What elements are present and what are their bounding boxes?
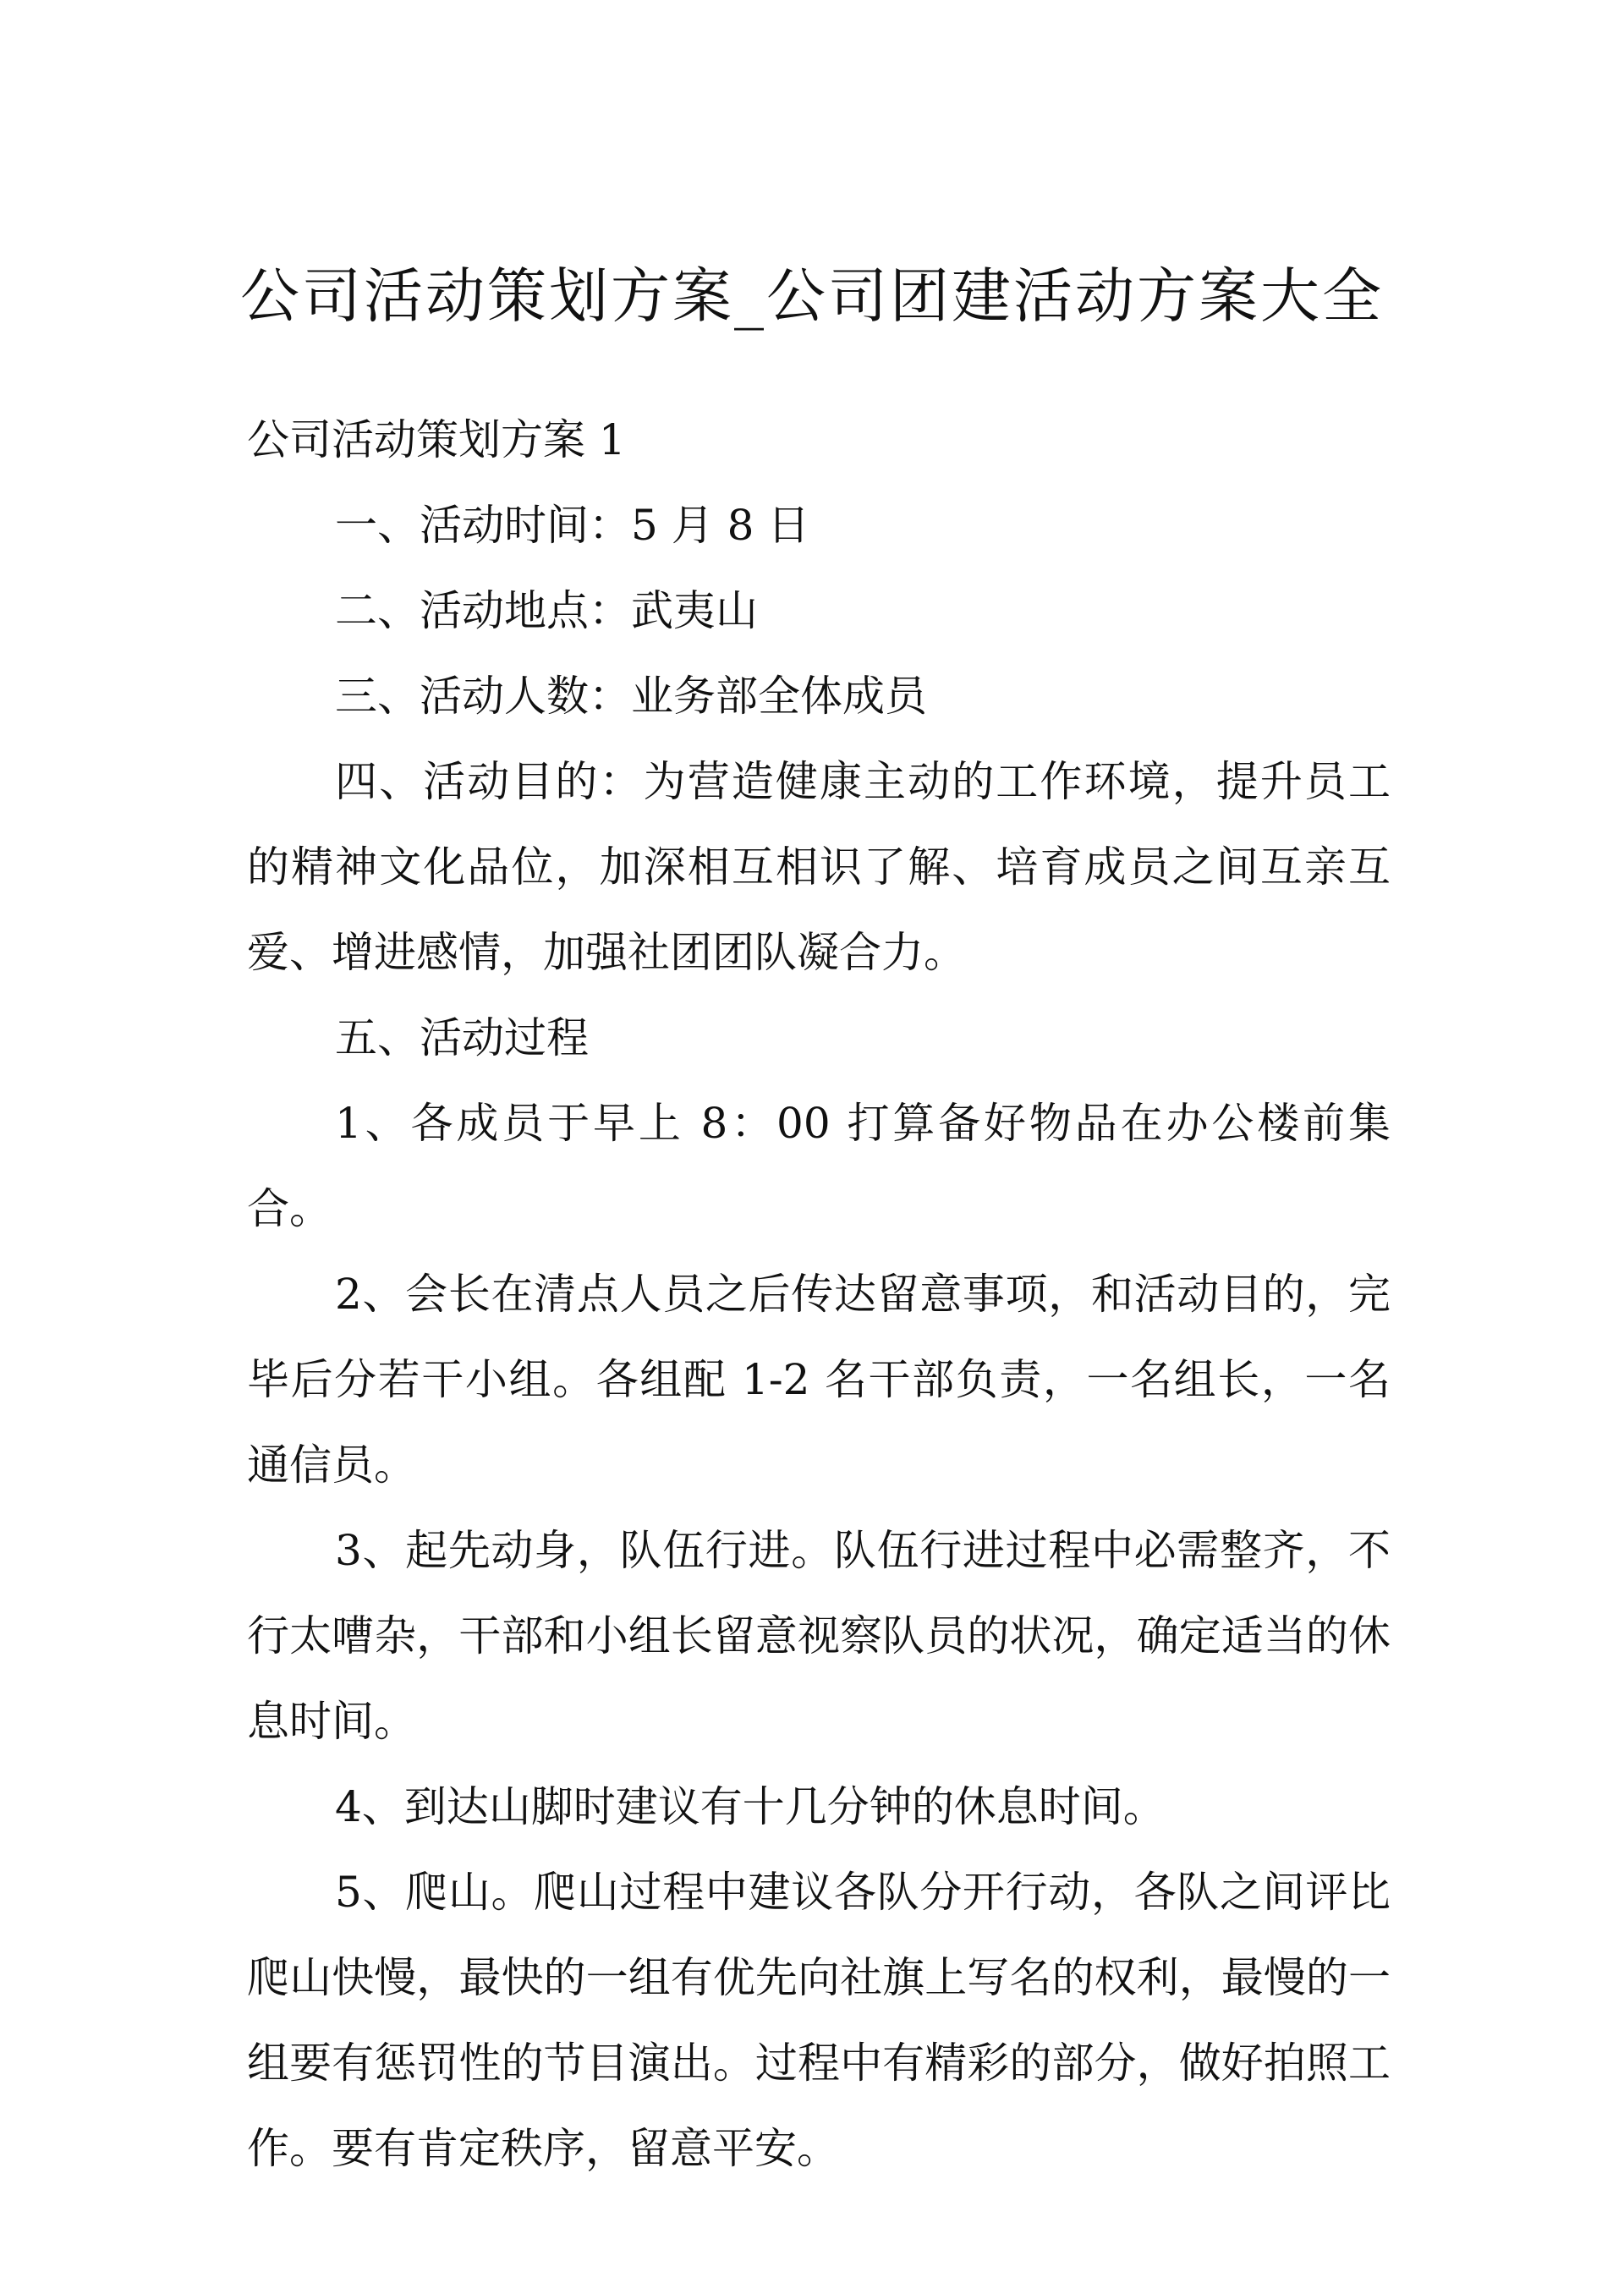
- paragraph-step-3: 3、起先动身，队伍行进。队伍行进过程中必需整齐，不行太嘈杂，干部和小组长留意视察队员的状况，确定适当的休息时间。: [247, 1526, 1391, 1746]
- document-body: [247, 398, 1391, 2192]
- paragraph-step-4: 4、到达山脚时建议有十几分钟的休息时间。: [335, 1782, 1166, 1831]
- paragraph-activity-time: 一、活动时间：5 月 8 日: [335, 501, 810, 550]
- paragraph-step-2: 2、会长在清点人员之后传达留意事项，和活动目的，完毕后分若干小组。各组配 1-2 名干部负责，一名组长，一名通信员。: [247, 1270, 1391, 1490]
- paragraph-step-5: 5、爬山。爬山过程中建议各队分开行动，各队之间评比爬山快慢，最快的一组有优先向社旗上写名的权利，最慢的一组要有惩罚性的节目演出。过程中有精彩的部分，做好拍照工作。要有肯定秩序，留意平安。: [247, 1868, 1391, 2173]
- paragraph-activity-process: 五、活动过程: [335, 1013, 589, 1062]
- paragraph-activity-participants: 三、活动人数：业务部全体成员: [335, 672, 927, 721]
- section-heading: 公司活动策划方案 1: [247, 415, 626, 464]
- paragraph-step-1: 1、各成员于早上 8：00 打算备好物品在办公楼前集合。: [247, 1099, 1391, 1233]
- paragraph-activity-location: 二、活动地点：武夷山: [335, 586, 758, 635]
- paragraph-activity-purpose: 四、活动目的：为营造健康主动的工作环境，提升员工的精神文化品位，加深相互相识了解、培育成员之间互亲互爱、增进感情，加强社团团队凝合力。: [247, 757, 1391, 977]
- document-title: 公司活动策划方案_公司团建活动方案大全: [240, 261, 1384, 331]
